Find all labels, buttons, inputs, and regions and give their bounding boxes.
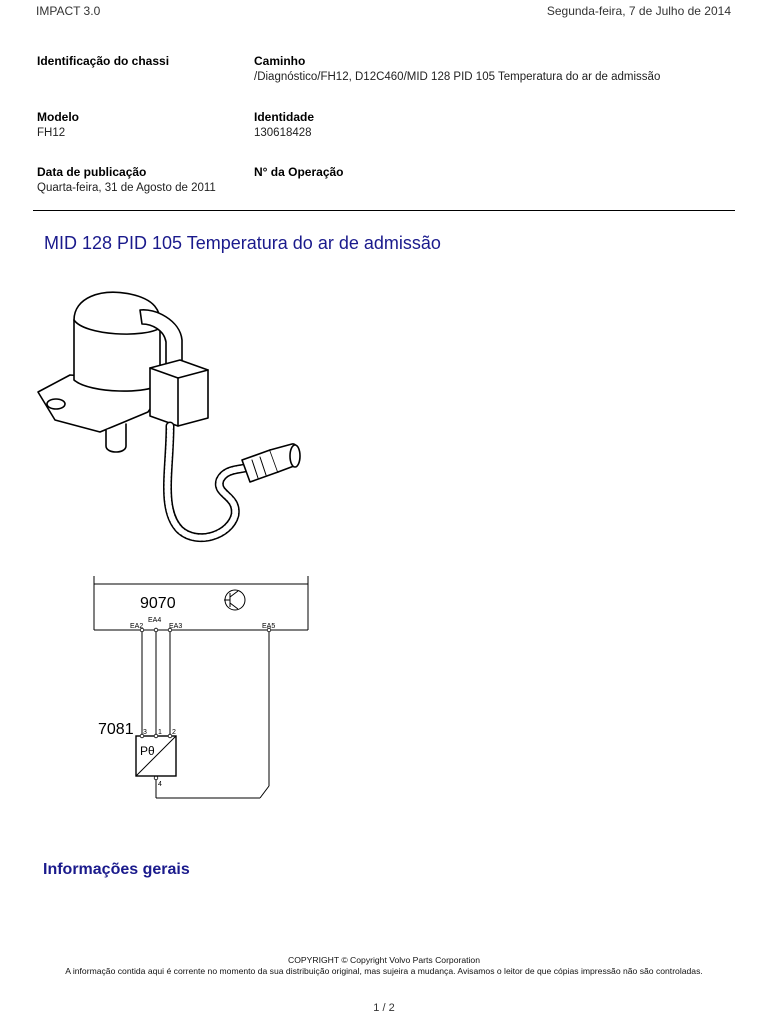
sensor-illustration xyxy=(30,280,320,555)
sensor-symbol: Pθ xyxy=(140,744,155,758)
path-value: /Diagnóstico/FH12, D12C460/MID 128 PID 105 Temperatura do ar de admissão xyxy=(254,71,661,83)
chassis-label: Identificação do chassi xyxy=(37,54,170,68)
ecu-id: 9070 xyxy=(140,595,176,612)
operation-label: N° da Operação xyxy=(254,165,344,179)
path-label: Caminho xyxy=(254,54,306,68)
section-title: Informações gerais xyxy=(43,861,190,878)
pin-label-4: 4 xyxy=(158,781,162,788)
pub-date-label: Data de publicação xyxy=(37,165,147,179)
pin-label-3: 3 xyxy=(143,729,147,736)
page-number: 1 / 2 xyxy=(373,1002,395,1014)
disclaimer-text: A informação contida aqui é corrente no momento da sua distribuição original, mas sujeira a mudança. Avisamos o leitor de que cópias impressão não são controladas. xyxy=(65,966,703,976)
top-bar xyxy=(0,4,768,20)
print-date: Segunda-feira, 7 de Julho de 2014 xyxy=(546,4,731,18)
app-title: IMPACT 3.0 xyxy=(36,4,101,18)
pin-label-1: 1 xyxy=(158,729,162,736)
identity-label: Identidade xyxy=(254,110,315,124)
document-title: MID 128 PID 105 Temperatura do ar de admissão xyxy=(44,233,441,253)
pin-label-ea5: EA5 xyxy=(262,623,276,630)
header-divider xyxy=(33,210,735,211)
wiring-schematic xyxy=(80,570,320,810)
sensor-id: 7081 xyxy=(98,721,134,738)
pin-label-ea4: EA4 xyxy=(148,617,162,624)
copyright-text: COPYRIGHT © Copyright Volvo Parts Corporation xyxy=(288,955,480,965)
pin-label-ea2: EA2 xyxy=(130,623,144,630)
model-value: FH12 xyxy=(37,127,66,139)
pin-label-2: 2 xyxy=(172,729,176,736)
pub-date-value: Quarta-feira, 31 de Agosto de 2011 xyxy=(37,182,216,194)
pin-label-ea3: EA3 xyxy=(169,623,183,630)
model-label: Modelo xyxy=(37,110,79,124)
identity-value: 130618428 xyxy=(254,127,312,139)
